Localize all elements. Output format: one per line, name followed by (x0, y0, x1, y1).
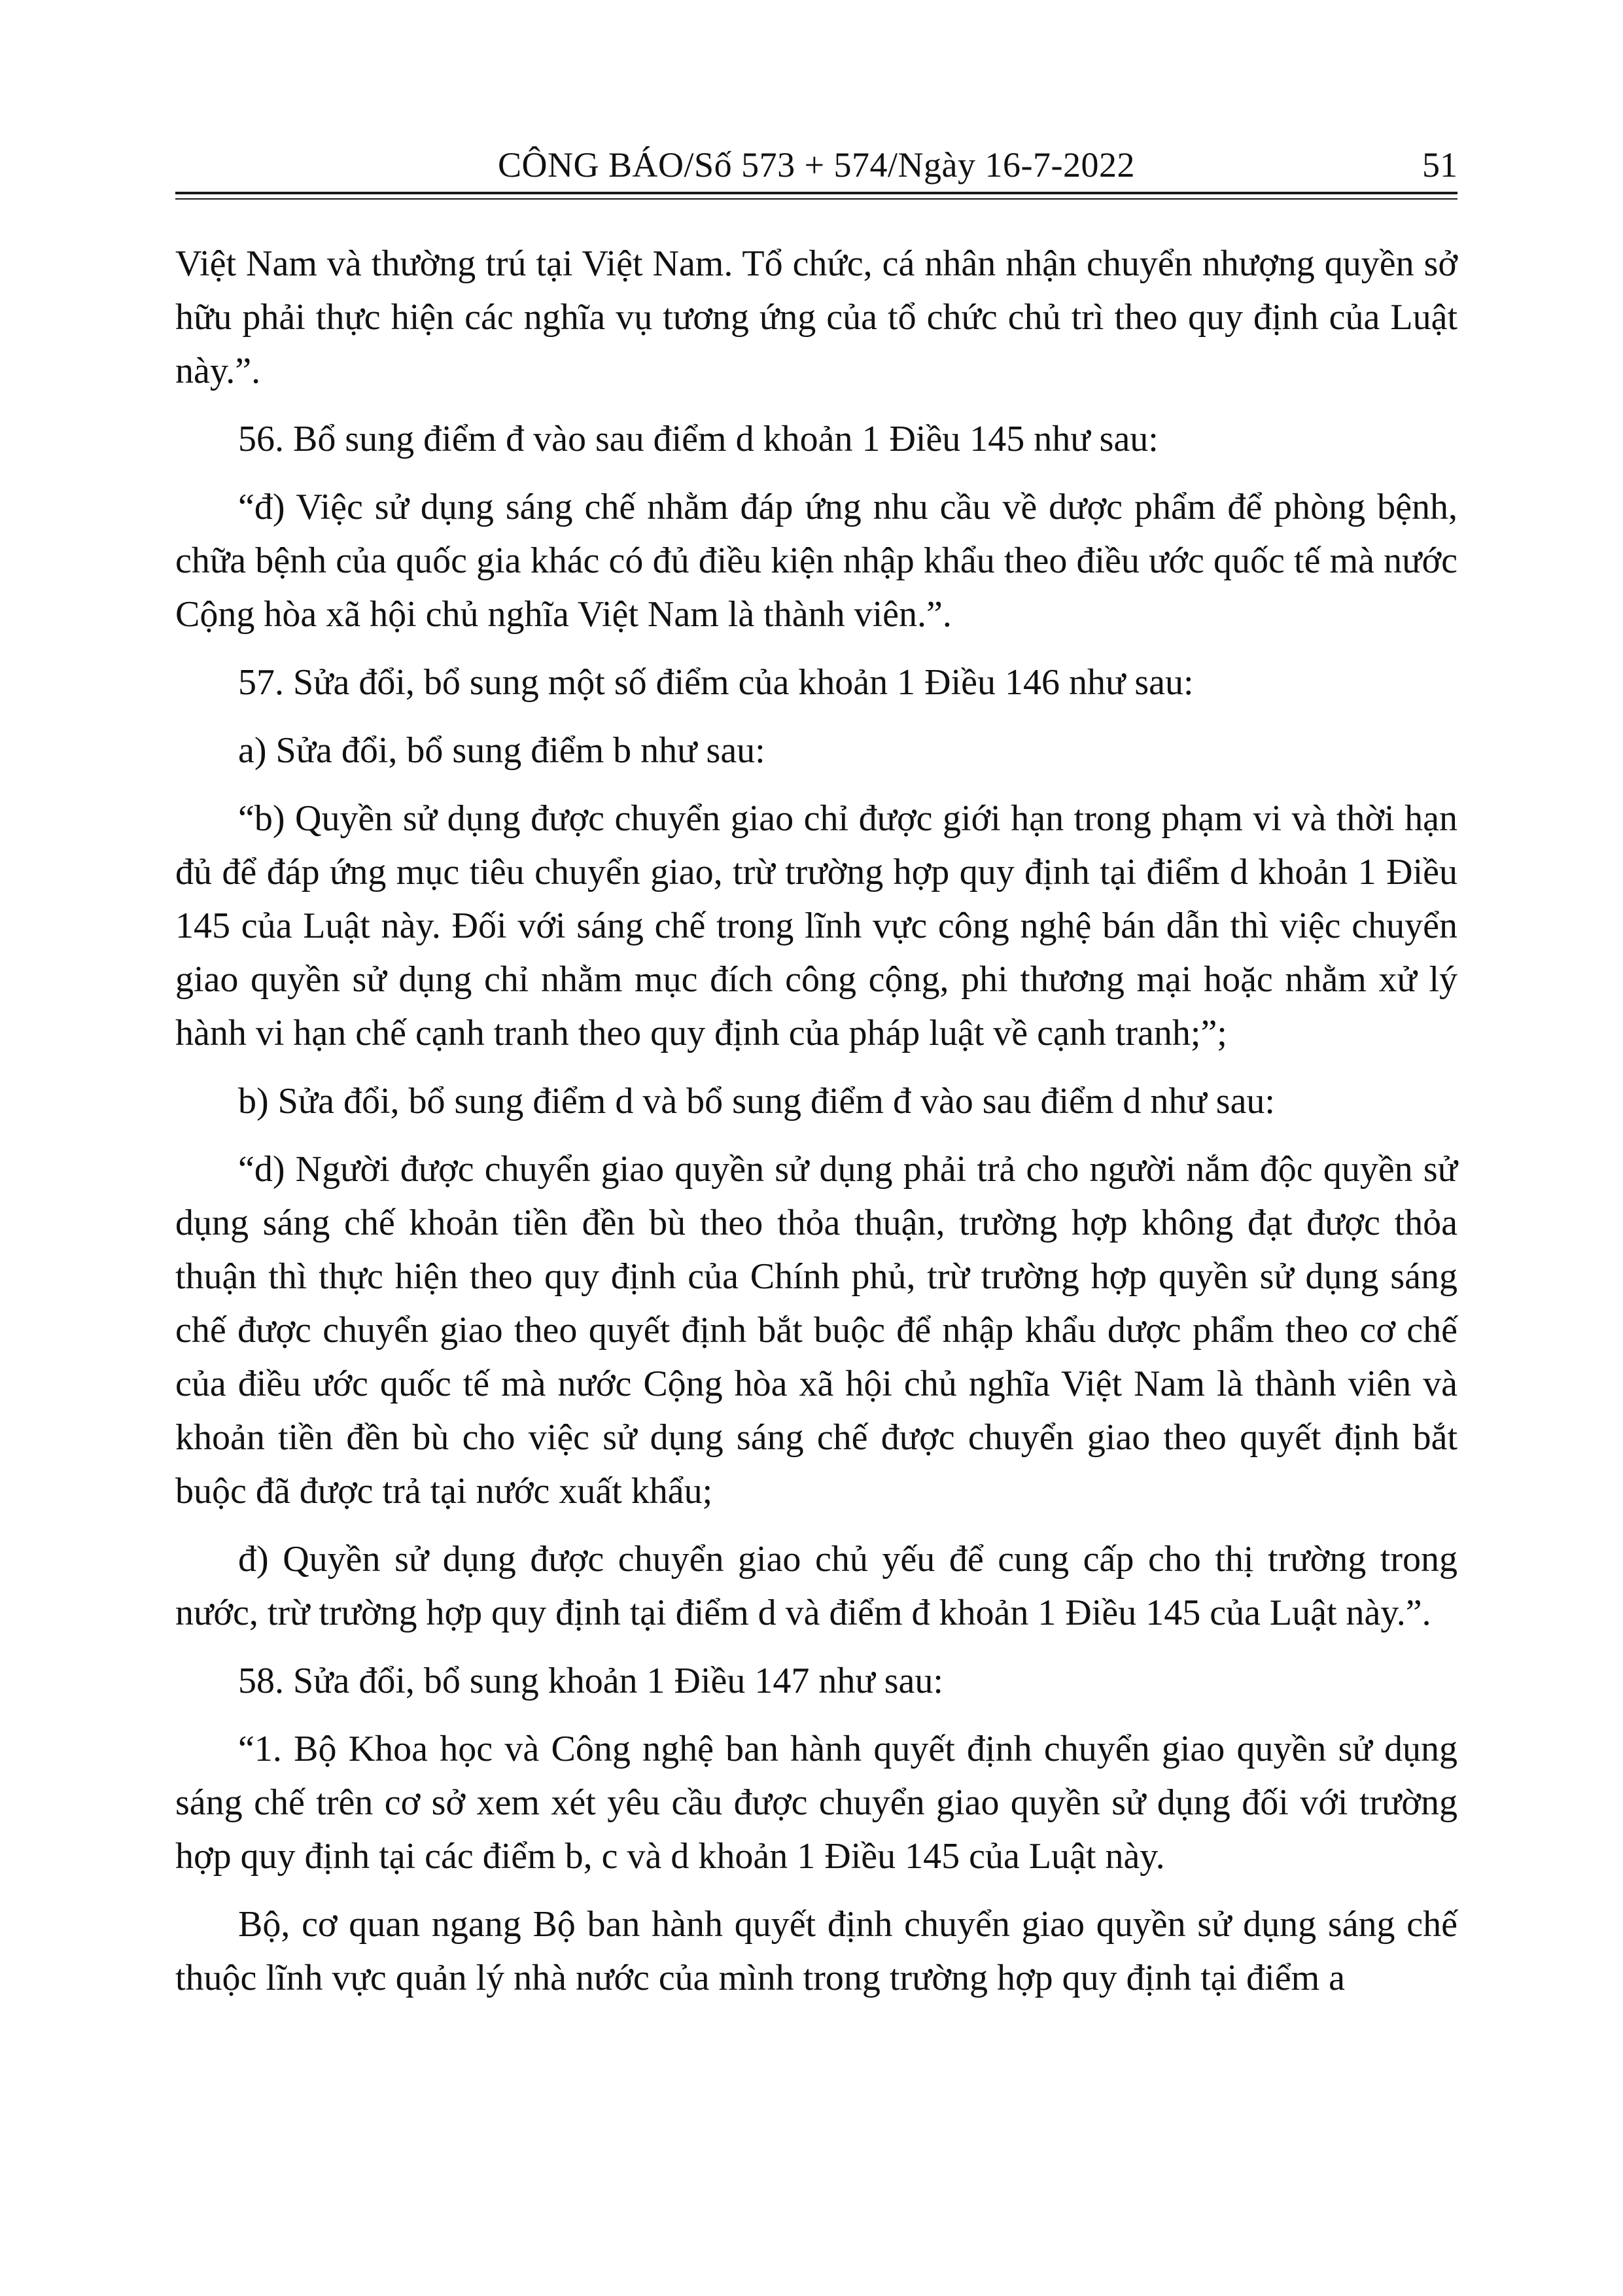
paragraph-item-57: 57. Sửa đổi, bổ sung một số điểm của khoản 1 Điều 146 như sau: (238, 662, 1194, 703)
page-number: 51 (1422, 145, 1457, 185)
gazette-header-title: CÔNG BÁO/Số 573 + 574/Ngày 16-7-2022 (498, 145, 1135, 185)
paragraph-ministry-decision: Bộ, cơ quan ngang Bộ ban hành quyết định chuyển giao quyền sử dụng sáng chế thuộc lĩnh vực quản lý nhà nước của mình trong trường hợp quy định tại điểm a (175, 1904, 1457, 1998)
document-body (175, 237, 1457, 2005)
paragraph-quote-point-b: “b) Quyền sử dụng được chuyển giao chỉ được giới hạn trong phạm vi và thời hạn đủ để đáp ứng mục tiêu chuyển giao, trừ trường hợp quy định tại điểm d khoản 1 Điều 145 của Luật này. Đối với sáng chế trong lĩnh vực công nghệ bán dẫn thì việc chuyển giao quyền sử dụng chỉ nhằm mục đích công cộng, phi thương mại hoặc nhằm xử lý hành vi hạn chế cạnh tranh theo quy định của pháp luật về cạnh tranh;”; (175, 798, 1457, 1053)
paragraph-quote-point-dd: “đ) Việc sử dụng sáng chế nhằm đáp ứng nhu cầu về dược phẩm để phòng bệnh, chữa bệnh của quốc gia khác có đủ điều kiện nhập khẩu theo điều ước quốc tế mà nước Cộng hòa xã hội chủ nghĩa Việt Nam là thành viên.”. (175, 487, 1457, 635)
paragraph-quote-clause-1: “1. Bộ Khoa học và Công nghệ ban hành quyết định chuyển giao quyền sử dụng sáng chế trên cơ sở xem xét yêu cầu được chuyển giao quyền sử dụng đối với trường hợp quy định tại các điểm b, c và d khoản 1 Điều 145 của Luật này. (175, 1729, 1457, 1877)
paragraph-subitem-a: a) Sửa đổi, bổ sung điểm b như sau: (238, 730, 765, 771)
paragraph-subitem-b: b) Sửa đổi, bổ sung điểm d và bổ sung điểm đ vào sau điểm d như sau: (238, 1081, 1275, 1122)
paragraph-continuation: Việt Nam và thường trú tại Việt Nam. Tổ chức, cá nhân nhận chuyển nhượng quyền sở hữu phải thực hiện các nghĩa vụ tương ứng của tổ chức chủ trì theo quy định của Luật này.”. (175, 243, 1457, 391)
paragraph-item-58: 58. Sửa đổi, bổ sung khoản 1 Điều 147 như sau: (238, 1661, 943, 1701)
header-rule-thick (175, 192, 1457, 194)
header-rule-thin (175, 198, 1457, 200)
page-header (175, 139, 1457, 191)
paragraph-point-dd: đ) Quyền sử dụng được chuyển giao chủ yếu để cung cấp cho thị trường trong nước, trừ trường hợp quy định tại điểm d và điểm đ khoản 1 Điều 145 của Luật này.”. (175, 1539, 1457, 1633)
paragraph-item-56: 56. Bổ sung điểm đ vào sau điểm d khoản 1 Điều 145 như sau: (238, 419, 1159, 459)
paragraph-quote-point-d: “d) Người được chuyển giao quyền sử dụng phải trả cho người nắm độc quyền sử dụng sáng chế khoản tiền đền bù theo thỏa thuận, trường hợp không đạt được thỏa thuận thì thực hiện theo quy định của Chính phủ, trừ trường hợp quyền sử dụng sáng chế được chuyển giao theo quyết định bắt buộc để nhập khẩu dược phẩm theo cơ chế của điều ước quốc tế mà nước Cộng hòa xã hội chủ nghĩa Việt Nam là thành viên và khoản tiền đền bù cho việc sử dụng sáng chế được chuyển giao theo quyết định bắt buộc đã được trả tại nước xuất khẩu; (175, 1149, 1457, 1511)
